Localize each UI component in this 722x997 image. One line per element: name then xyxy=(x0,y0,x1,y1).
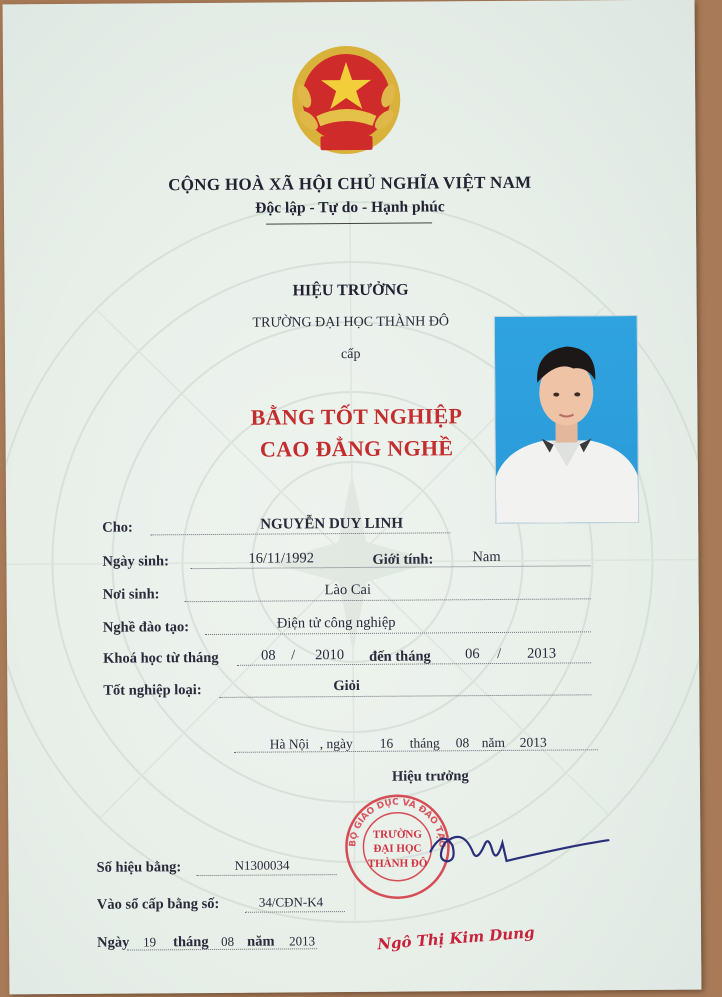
registry-year-label: năm xyxy=(247,933,275,950)
course-from-month: 08 xyxy=(261,647,276,664)
country-name: CỘNG HOÀ XÃ HỘI CHỦ NGHĨA VIỆT NAM xyxy=(168,172,532,195)
book-label: Vào sổ cấp bằng số: xyxy=(96,895,220,913)
issue-month: 08 xyxy=(455,735,470,751)
recipient-name: NGUYỄN DUY LINH xyxy=(260,515,404,533)
course-slash: / xyxy=(291,647,296,664)
registry-day: 19 xyxy=(143,934,157,950)
registry-day-label: Ngày xyxy=(97,934,130,951)
issue-year-label: năm xyxy=(481,734,506,751)
course-to-month: 06 xyxy=(465,646,480,663)
certificate-title-line1: BẰNG TỐT NGHIỆP xyxy=(250,403,463,430)
trade-label: Nghề đào tạo: xyxy=(102,619,190,636)
national-motto: Độc lập - Tự do - Hạnh phúc xyxy=(255,198,445,217)
dob-label: Ngày sinh: xyxy=(102,553,169,570)
grade-label: Tốt nghiệp loại: xyxy=(103,682,202,699)
dob-value: 16/11/1992 xyxy=(248,550,315,567)
course-label: Khoá học từ tháng xyxy=(103,649,219,667)
signer-title: Hiệu trưởng xyxy=(391,768,469,785)
gender-value: Nam xyxy=(472,548,501,566)
gender-label: Giới tính: xyxy=(372,551,434,568)
handwritten-signature xyxy=(422,820,622,881)
certificate-title-line2: CAO ĐẲNG NGHỀ xyxy=(259,435,454,462)
trade-value: Điện tử công nghiệp xyxy=(276,614,396,632)
person-portrait-icon xyxy=(495,316,638,523)
stamp-line3: THÀNH ĐÔ xyxy=(367,857,428,870)
birthplace-value: Lào Cai xyxy=(324,581,372,599)
registry-month: 08 xyxy=(221,933,235,949)
issue-month-label: tháng xyxy=(409,735,440,751)
serial-label: Số hiệu bằng: xyxy=(96,859,182,876)
portrait-photo xyxy=(494,315,639,524)
issuer-title: HIỆU TRƯỞNG xyxy=(292,281,409,300)
diploma-sheet xyxy=(3,0,702,994)
stamp-line2: ĐẠI HỌC xyxy=(373,842,422,855)
issue-place: Hà Nội xyxy=(269,736,310,752)
issue-year: 2013 xyxy=(519,734,547,750)
school-name: TRƯỜNG ĐẠI HỌC THÀNH ĐÔ xyxy=(252,314,450,331)
issue-day: 16 xyxy=(379,735,394,751)
birthplace-label: Nơi sinh: xyxy=(102,586,160,603)
serial-value: N1300034 xyxy=(234,857,290,873)
issue-day-label: , ngày xyxy=(319,736,353,752)
course-to-year: 2013 xyxy=(527,645,557,662)
recipient-label: Cho: xyxy=(102,519,133,536)
registry-month-label: tháng xyxy=(173,934,209,951)
stamp-line1: TRƯỜNG xyxy=(372,828,422,841)
signer-name: Ngô Thị Kim Dung xyxy=(376,923,536,954)
course-from-year: 2010 xyxy=(315,647,345,664)
registry-year: 2013 xyxy=(289,933,316,949)
grade-value: Giỏi xyxy=(333,677,360,695)
stamp-ring-text: BỘ GIÁO DỤC VÀ ĐÀO TẠO xyxy=(348,797,447,849)
book-value: 34/CĐN-K4 xyxy=(258,894,324,910)
course-slash: / xyxy=(497,645,502,662)
national-emblem-icon xyxy=(286,44,407,163)
issues-verb: cấp xyxy=(340,346,361,363)
course-to-label: đến tháng xyxy=(369,648,431,665)
